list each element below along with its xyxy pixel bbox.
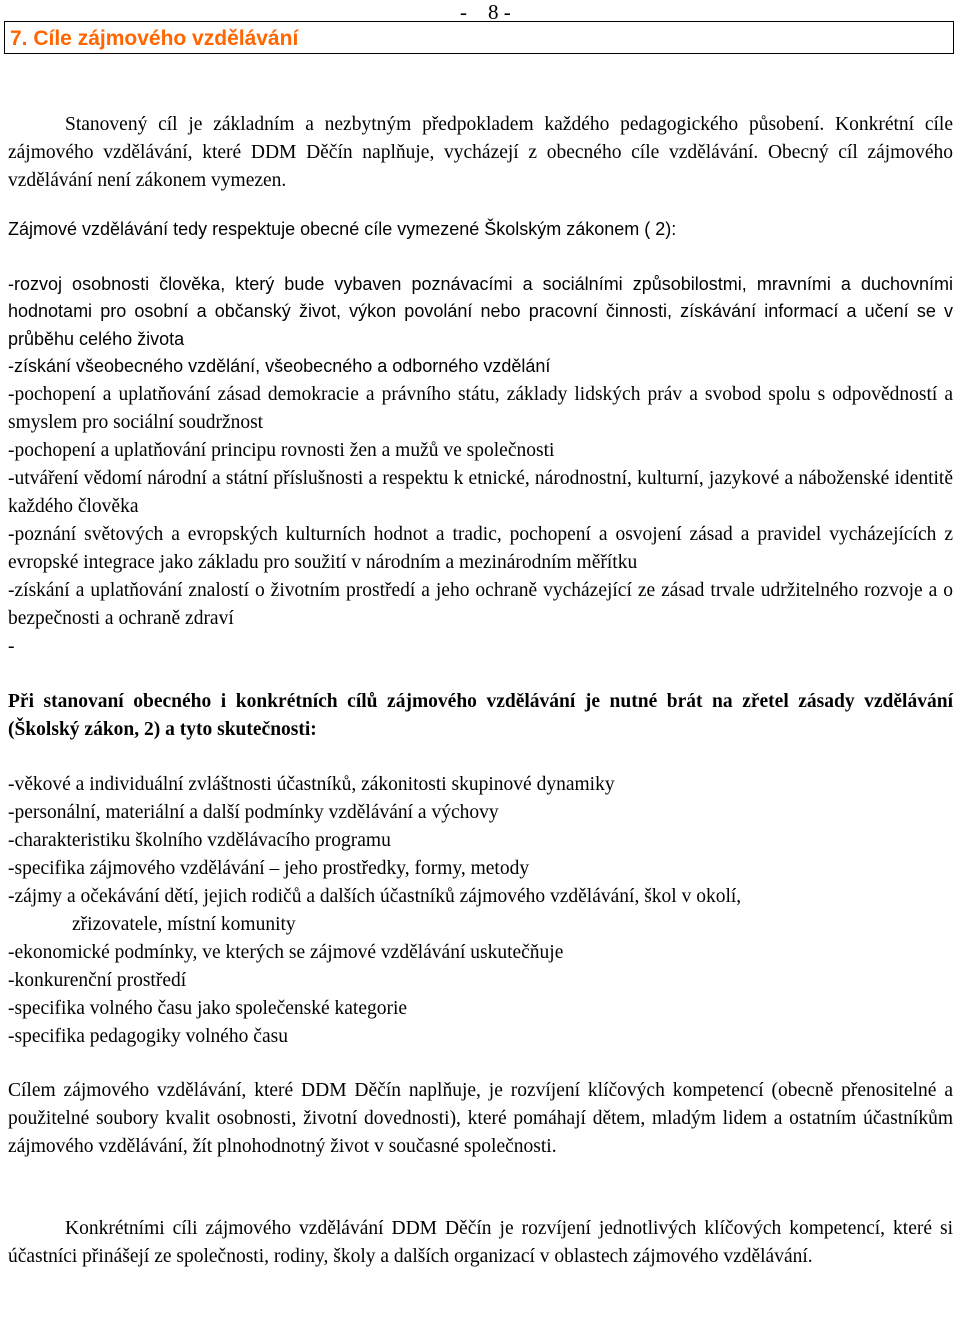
goal-item: -získání všeobecného vzdělání, všeobecného a odborného vzdělání — [8, 356, 551, 376]
chapter-header-box — [4, 21, 954, 54]
goal-item: -pochopení a uplatňování principu rovnosti žen a mužů ve společnosti — [8, 439, 555, 461]
page-number: - 8 - — [460, 0, 511, 24]
goal-item: -utváření vědomí národní a státní příslušnosti a respektu k etnické, národnostní, kulturní, jazykové a náboženské identitě každého člověka — [8, 467, 953, 517]
factor-item: -ekonomické podmínky, ve kterých se zájmové vzdělávání uskutečňuje — [8, 941, 564, 963]
principles-heading: Při stanovaní obecného i konkrétních cílů zájmového vzdělávání je nutné brát na zřetel zásady vzdělávání (Školský zákon, 2) a tyto skutečnosti: — [8, 690, 953, 740]
factor-item: -charakteristiku školního vzdělávacího programu — [8, 829, 391, 851]
factor-item: -specifika zájmového vzdělávání – jeho prostředky, formy, metody — [8, 857, 530, 879]
specific-goals-paragraph: Konkrétními cíli zájmového vzdělávání DDM Děčín je rozvíjení jednotlivých klíčových kompetencí, které si účastníci přinášejí ze společnosti, rodiny, školy a dalších organizací v oblastech zájmového vzdělávání. — [8, 1217, 953, 1267]
goal-item: -poznání světových a evropských kulturních hodnot a tradic, pochopení a osvojení zásad a pravidel vycházejících z evropské integrace jako základu pro soužití v národním a mezinárodním měřítku — [8, 523, 953, 573]
competences-paragraph: Cílem zájmového vzdělávání, které DDM Děčín naplňuje, je rozvíjení klíčových kompetencí (obecně přenositelné a použitelné soubory kvalit osobnosti, životní dovednosti), které pomáhají dětem, mladým lidem a ostatním účastníkům zájmového vzdělávání, žít plnohodnotný život v současné společnosti. — [8, 1079, 953, 1157]
goals-list — [8, 271, 953, 661]
goal-item: -pochopení a uplatňování zásad demokracie a právního státu, základy lidských práv a svobod spolu s odpovědností a smyslem pro sociální soudržnost — [8, 383, 953, 433]
factor-item: -personální, materiální a další podmínky vzdělávání a výchovy — [8, 801, 499, 823]
goal-item: - — [8, 635, 15, 657]
factor-item: -věkové a individuální zvláštnosti účastníků, zákonitosti skupinové dynamiky — [8, 773, 615, 795]
factor-item: -konkurenční prostředí — [8, 969, 187, 991]
factor-item: -zájmy a očekávání dětí, jejich rodičů a dalších účastníků zájmového vzdělávání, škol v okolí, — [8, 885, 742, 907]
document-body — [8, 111, 953, 1271]
factors-list — [8, 771, 953, 1051]
factor-item-continuation: zřizovatele, místní komunity — [72, 913, 296, 935]
factor-item: -specifika pedagogiky volného času — [8, 1025, 288, 1047]
chapter-title: 7. Cíle zájmového vzdělávání — [10, 27, 299, 50]
factor-item: -specifika volného času jako společenské kategorie — [8, 997, 408, 1019]
respect-sentence: Zájmové vzdělávání tedy respektuje obecné cíle vymezené Školským zákonem ( 2): — [8, 219, 677, 239]
goal-item: -rozvoj osobnosti člověka, který bude vybaven poznávacími a sociálními způsobilostmi, mravními a duchovními hodnotami pro osobní a občanský život, výkon povolání nebo pracovní činnosti, získávání informací a učení se v průběhu celého života — [8, 273, 953, 349]
goal-item: -získání a uplatňování znalostí o životním prostředí a jeho ochraně vycházející ze zásad trvale udržitelného rozvoje a o bezpečnosti a ochraně zdraví — [8, 579, 953, 629]
intro-paragraph: Stanovený cíl je základním a nezbytným předpokladem každého pedagogického působení. Konkrétní cíle zájmového vzdělávání, které DDM Děčín naplňuje, vycházejí z obecného cíle vzdělávání. Obecný cíl zájmového vzdělávání není zákonem vymezen. — [8, 114, 953, 191]
